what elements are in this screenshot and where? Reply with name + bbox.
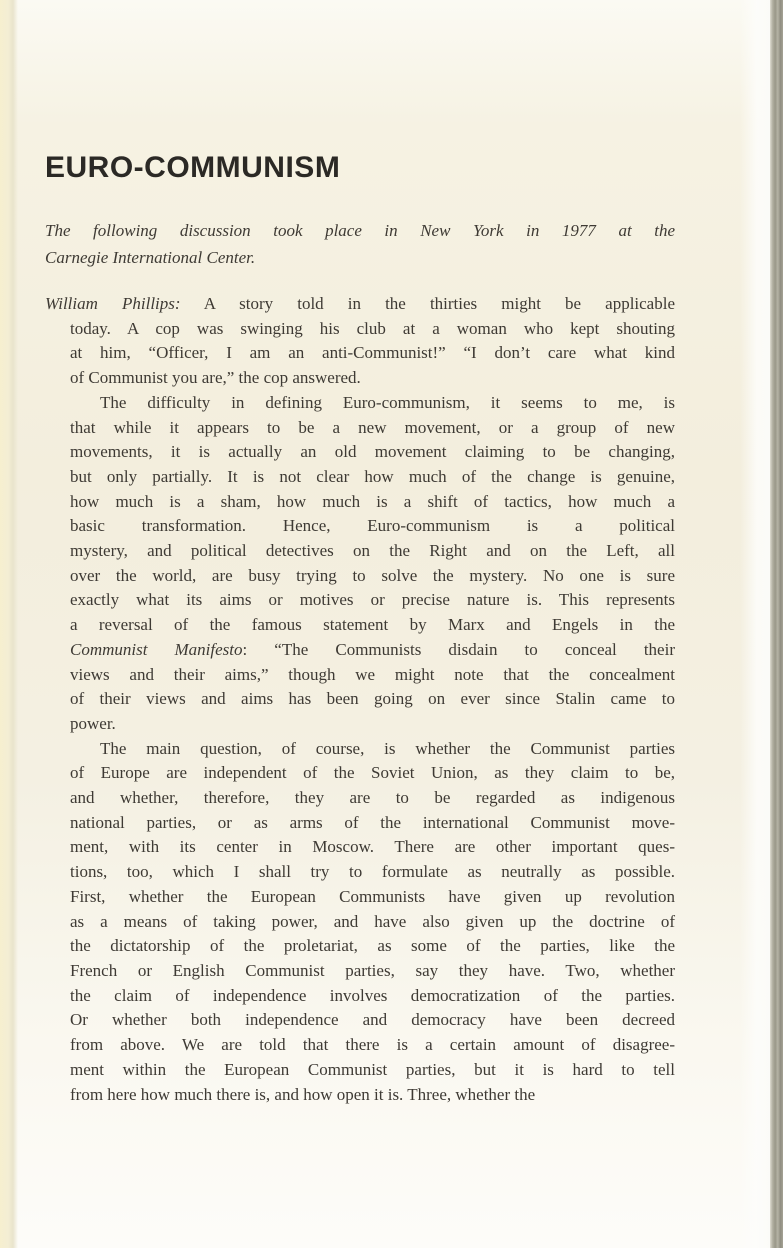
text-line: exactly what its aims or motives or precise nature is. This represents [70,590,675,610]
intro-note [45,217,675,271]
text-line: from above. We are told that there is a certain amount of disagree- [70,1035,675,1055]
text-line: First, whether the European Communists have given up revolution [70,886,675,906]
text-line: over the world, are busy trying to solve the mystery. No one is sure [70,565,675,585]
page-right-falloff [740,0,770,1248]
text-line: ment within the European Communist parties, but it is hard to tell [70,1059,675,1079]
text-line: at him, “Officer, I am an anti-Communist!” “I don’t care what kind [70,343,675,363]
italic-text-segment: William Phillips: [45,294,181,313]
text-line: mystery, and political detectives on the Right and on the Left, all [70,541,675,561]
page-title: EURO-COMMUNISM [45,151,341,184]
text-line: national parties, or as arms of the international Communist move- [70,812,675,832]
body-text [45,292,675,1107]
text-segment: : “The Communists disdain to conceal their [242,639,675,659]
text-line: views and their aims,” though we might note that the concealment [70,664,675,684]
text-line: ment, with its center in Moscow. There are other important ques- [70,837,675,857]
text-line: The main question, of course, is whether the Communist parties [100,738,675,758]
text-line: that while it appears to be a new movement, or a group of new [70,417,675,437]
book-spine-edge [770,0,783,1248]
intro-line: The following discussion took place in New York in 1977 at the [45,221,675,240]
text-line: from here how much there is, and how open it is. Three, whether the [70,1084,536,1104]
text-line: of Europe are independent of the Soviet Union, as they claim to be, [70,763,675,783]
text-line [45,292,675,317]
paragraph [45,391,675,737]
text-line: today. A cop was swinging his club at a woman who kept shouting [70,318,675,338]
text-line: of Communist you are,” the cop answered. [70,368,361,388]
text-line: power. [70,713,116,733]
text-line [45,638,675,663]
text-line: The difficulty in defining Euro-communism, it seems to me, is [100,392,675,412]
text-line: of their views and aims has been going on ever since Stalin came to [70,689,675,709]
text-line: a reversal of the famous statement by Marx and Engels in the [70,615,675,635]
page-content [45,152,675,1107]
text-line: French or English Communist parties, say they have. Two, whether [70,960,675,980]
text-line: Or whether both independence and democracy have been decreed [70,1010,675,1030]
text-line: movements, it is actually an old movement claiming to be changing, [70,442,675,462]
page-left-edge-shadow [0,0,18,1248]
text-line: how much is a sham, how much is a shift of tactics, how much a [70,491,675,511]
italic-text-segment: Communist Manifesto [70,639,243,659]
text-line: and whether, therefore, they are to be regarded as indigenous [70,788,675,808]
text-line: the dictatorship of the proletariat, as some of the parties, like the [70,936,675,956]
text-line: basic transformation. Hence, Euro-communism is a political [70,516,675,536]
text-line: but only partially. It is not clear how much of the change is genuine, [70,466,675,486]
text-segment: A story told in the thirties might be applicable [180,294,675,313]
paragraph [45,737,675,1108]
text-line: the claim of independence involves democratization of the parties. [70,985,675,1005]
text-line: tions, too, which I shall try to formulate as neutrally as possible. [70,862,675,882]
paragraph [45,292,675,391]
intro-line: Carnegie International Center. [45,248,256,267]
text-line: as a means of taking power, and have also given up the doctrine of [70,911,675,931]
